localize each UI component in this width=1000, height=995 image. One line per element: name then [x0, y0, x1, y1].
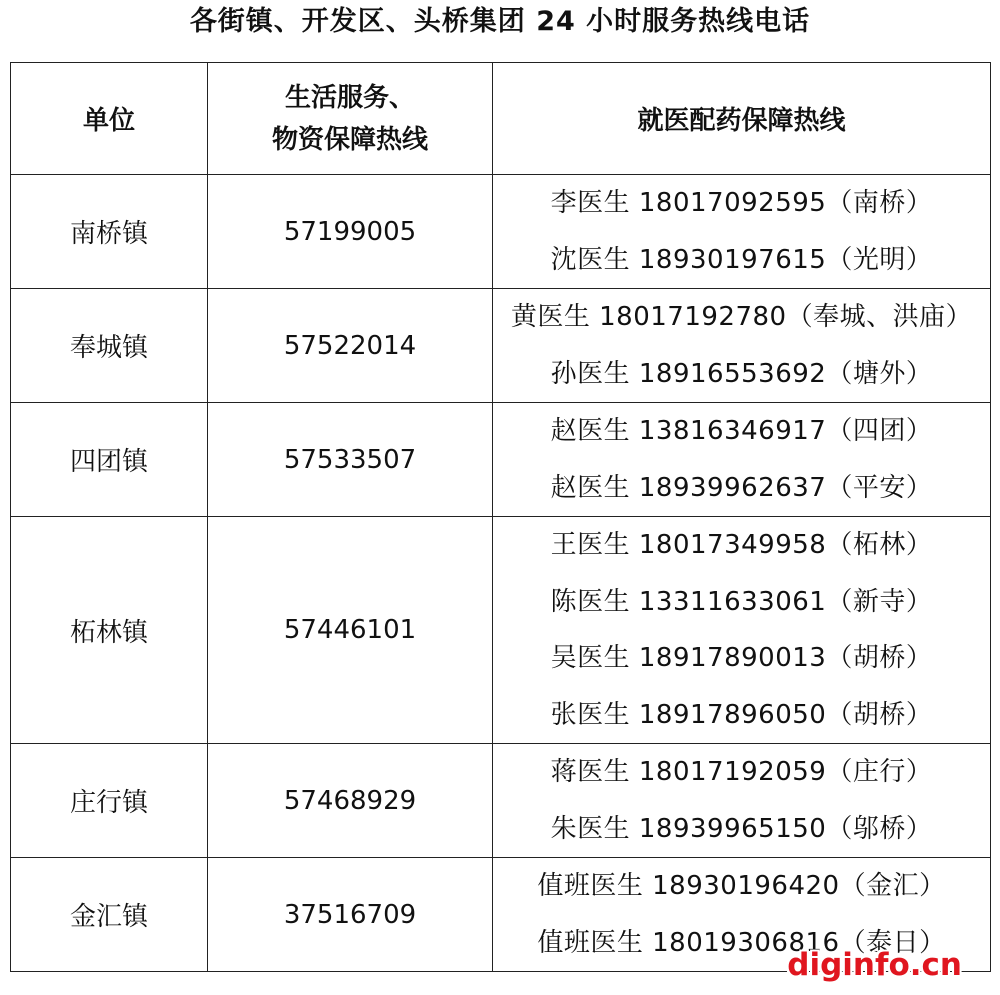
doctor-line: 值班医生 18019306816（泰日） — [537, 927, 946, 958]
doctor-line: 张医生 18917896050（胡桥） — [550, 699, 933, 730]
doctor-line: 吴医生 18917890013（胡桥） — [550, 643, 933, 673]
table-row — [11, 744, 991, 858]
header-life-line2: 物资保障热线 — [271, 124, 428, 155]
unit-name: 柘林镇 — [11, 517, 208, 744]
life-hotline: 57199005 — [208, 175, 493, 289]
life-hotline: 57533507 — [208, 403, 493, 517]
unit-name: 南桥镇 — [11, 175, 208, 289]
doctor-line: 陈医生 13311633061（新寺） — [550, 586, 933, 617]
header-medical: 就医配药保障热线 — [493, 63, 991, 175]
header-life-line1: 生活服务、 — [284, 82, 415, 113]
doctor-line: 朱医生 18939965150（邬桥） — [550, 813, 933, 844]
medical-hotlines — [493, 517, 991, 744]
unit-name: 奉城镇 — [11, 289, 208, 403]
header-life-service — [208, 63, 493, 175]
table-row — [11, 289, 991, 403]
header-unit: 单位 — [11, 63, 208, 175]
site-watermark: diginfo.cn — [787, 947, 962, 983]
medical-hotlines — [493, 175, 991, 289]
table-row — [11, 175, 991, 289]
hotline-table — [10, 62, 991, 972]
doctor-line: 蒋医生 18017192059（庄行） — [550, 757, 933, 787]
doctor-line: 黄医生 18017192780（奉城、洪庙） — [510, 302, 973, 332]
unit-name: 庄行镇 — [11, 744, 208, 858]
medical-hotlines — [493, 744, 991, 858]
life-hotline: 57468929 — [208, 744, 493, 858]
table-row — [11, 517, 991, 744]
table-row — [11, 403, 991, 517]
unit-name: 金汇镇 — [11, 858, 208, 972]
doctor-line: 沈医生 18930197615（光明） — [550, 244, 933, 275]
doctor-line: 王医生 18017349958（柘林） — [550, 530, 933, 560]
life-hotline: 37516709 — [208, 858, 493, 972]
doctor-line: 赵医生 18939962637（平安） — [550, 472, 933, 503]
life-hotline: 57446101 — [208, 517, 493, 744]
unit-name: 四团镇 — [11, 403, 208, 517]
doctor-line: 李医生 18017092595（南桥） — [550, 188, 933, 218]
medical-hotlines — [493, 403, 991, 517]
table-header-row — [11, 63, 991, 175]
page-title: 各街镇、开发区、头桥集团 24 小时服务热线电话 — [189, 6, 811, 37]
doctor-line: 值班医生 18930196420（金汇） — [537, 871, 946, 901]
life-hotline: 57522014 — [208, 289, 493, 403]
doctor-line: 孙医生 18916553692（塘外） — [550, 358, 933, 389]
medical-hotlines — [493, 289, 991, 403]
doctor-line: 赵医生 13816346917（四团） — [550, 416, 933, 446]
